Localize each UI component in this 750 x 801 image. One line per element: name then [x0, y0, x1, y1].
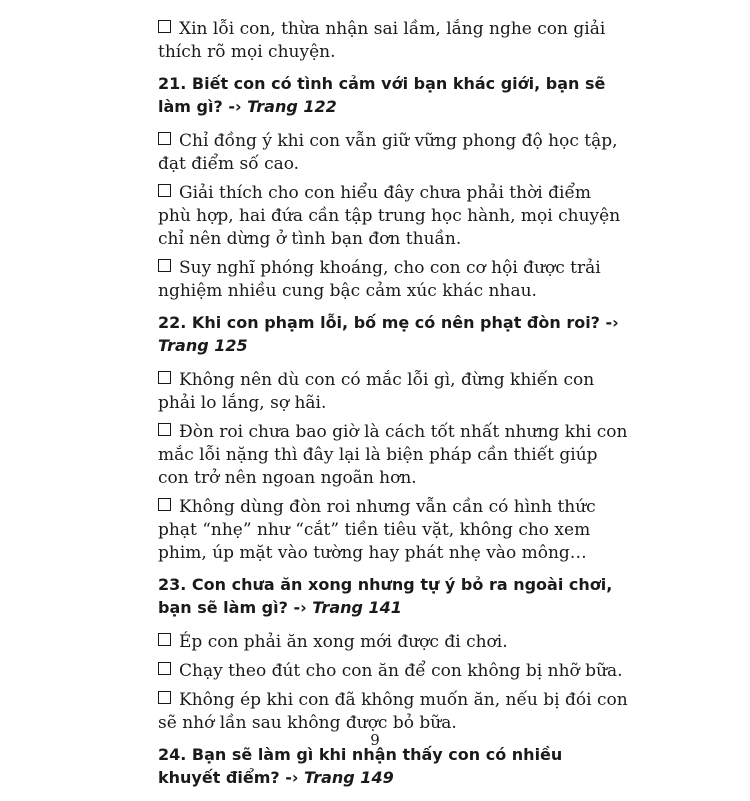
- arrow-icon: -›: [279, 768, 305, 787]
- option-text: Chỉ đồng ý khi con vẫn giữ vững phong độ học tập, đạt điểm số cao.: [158, 131, 618, 174]
- checkbox[interactable]: [158, 259, 171, 272]
- question-heading: [158, 311, 628, 357]
- page-reference: Trang 122: [247, 97, 337, 116]
- arrow-icon: -›: [599, 313, 619, 332]
- arrow-icon: -›: [222, 97, 248, 116]
- checkbox[interactable]: [158, 371, 171, 384]
- option-text: Xin lỗi con, thừa nhận sai lầm, lắng nghe con giải thích rõ mọi chuyện.: [158, 19, 606, 62]
- option-text: Không nên dù con có mắc lỗi gì, đừng khiến con phải lo lắng, sợ hãi.: [158, 370, 595, 413]
- question-title: 21. Biết con có tình cảm với bạn khác giới, bạn sẽ làm gì?: [158, 74, 606, 116]
- page-number: 9: [370, 731, 380, 749]
- option-item: [158, 130, 628, 176]
- page-reference: Trang 125: [158, 336, 248, 355]
- option-item: [158, 182, 628, 251]
- checkbox[interactable]: [158, 633, 171, 646]
- question-heading: [158, 573, 628, 619]
- option-text: Không ép khi con đã không muốn ăn, nếu bị đói con sẽ nhớ lần sau không được bỏ bữa.: [158, 690, 628, 733]
- question-title: 24. Bạn sẽ làm gì khi nhận thấy con có nhiều khuyết điểm?: [158, 745, 563, 787]
- checkbox[interactable]: [158, 498, 171, 511]
- question-title: 23. Con chưa ăn xong nhưng tự ý bỏ ra ngoài chơi, bạn sẽ làm gì?: [158, 575, 613, 617]
- option-text: Giải thích cho con hiểu đây chưa phải thời điểm phù hợp, hai đứa cần tập trung học hành, mọi chuyện chỉ nên dừng ở tình bạn đơn thuần.: [158, 183, 621, 249]
- option-text: Ép con phải ăn xong mới được đi chơi.: [179, 632, 508, 652]
- checkbox[interactable]: [158, 691, 171, 704]
- checkbox[interactable]: [158, 20, 171, 33]
- option-item: [158, 421, 628, 490]
- checkbox[interactable]: [158, 423, 171, 436]
- option-item: [158, 496, 628, 565]
- page-reference: Trang 149: [304, 768, 394, 787]
- option-item: [158, 18, 628, 64]
- option-text: Không dùng đòn roi nhưng vẫn cần có hình thức phạt “nhẹ” như “cắt” tiền tiêu vặt, không cho xem phim, úp mặt vào tường hay phát nhẹ vào mông…: [158, 497, 596, 563]
- option-item: [158, 660, 628, 683]
- page-reference: Trang 141: [312, 598, 402, 617]
- option-text: Suy nghĩ phóng khoáng, cho con cơ hội được trải nghiệm nhiều cung bậc cảm xúc khác nhau.: [158, 258, 601, 301]
- option-text: Đòn roi chưa bao giờ là cách tốt nhất nhưng khi con mắc lỗi nặng thì đây lại là biện pháp cần thiết giúp con trở nên ngoan ngoãn hơn.: [158, 422, 628, 488]
- option-item: [158, 369, 628, 415]
- arrow-icon: -›: [287, 598, 313, 617]
- checkbox[interactable]: [158, 132, 171, 145]
- checkbox[interactable]: [158, 184, 171, 197]
- page-content: [158, 18, 628, 801]
- option-item: [158, 631, 628, 654]
- question-heading: [158, 72, 628, 118]
- checkbox[interactable]: [158, 662, 171, 675]
- option-item: [158, 689, 628, 735]
- option-item: [158, 257, 628, 303]
- option-text: Chạy theo đút cho con ăn để con không bị nhỡ bữa.: [179, 661, 623, 681]
- question-title: 22. Khi con phạm lỗi, bố mẹ có nên phạt đòn roi?: [158, 313, 600, 332]
